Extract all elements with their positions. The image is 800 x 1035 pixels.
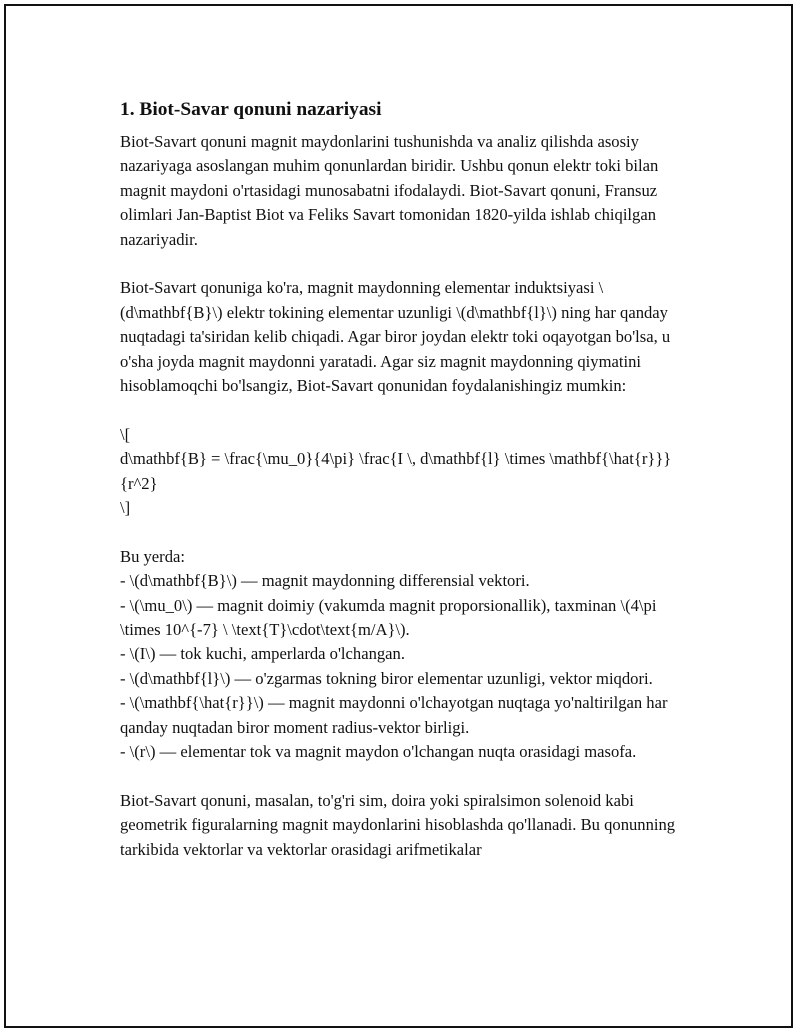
paragraph-intro: Biot-Savart qonuni magnit maydonlarini tushunishda va analiz qilishda asosiy nazariyaga asoslangan muhim qonunlardan biridir. Ushbu qonun elektr toki bilan magnit maydoni o'rtasidagi munosabatni ifodalaydi. Biot-Savart qonuni, Fransuz olimlari Jan-Baptist Biot va Feliks Savart tomonidan 1820-yilda ishlab chiqilgan nazariyadir. <box>120 132 663 249</box>
document-content <box>120 98 680 862</box>
paragraph-gap <box>120 252 680 276</box>
formula-block: \[ d\mathbf{B} = \frac{\mu_0}{4\pi} \frac{I \, d\mathbf{l} \times \mathbf{\hat{r}}}{r^2} \] <box>120 424 672 518</box>
paragraph-gap <box>120 520 680 544</box>
paragraph-applications: Biot-Savart qonuni, masalan, to'g'ri sim, doira yoki spiralsimon solenoid kabi geometrik figuralarning magnit maydonlarini hisoblashda qo'llanadi. Bu qonunning tarkibida vektorlar va vektorlar orasidagi arifmetikalar <box>120 790 680 859</box>
section-title: 1. Biot-Savar qonuni nazariyasi <box>120 99 382 120</box>
paragraph-gap <box>120 765 680 789</box>
paragraph-law-statement: Biot-Savart qonuniga ko'ra, magnit maydonning elementar induktsiyasi \(d\mathbf{B}\) elektr tokining elementar uzunligi \(d\mathbf{l}\) ning har qanday nuqtadagi ta'siridan kelib chiqadi. Agar biror joydan elektr toki oqayotgan bo'lsa, u o'sha joyda magnit maydonni yaratadi. Agar siz magnit maydonning qiymatini hisoblamoqchi bo'lsangiz, Biot-Savart qonunidan foydalanishingiz mumkin: <box>120 278 675 396</box>
document-page <box>4 4 793 1028</box>
paragraph-gap <box>120 398 680 422</box>
definitions-list: Bu yerda: - \(d\mathbf{B}\) — magnit maydonning differensial vektori. - \(\mu_0\) — magnit doimiy (vakumda magnit proporsionallik), taxminan \(4\pi \times 10^{-7} \ \text{T}\cdot\text{m/A}\). - \(I\) — tok kuchi, amperlarda o'lchangan. - \(d\mathbf{l}\) — o'zgarmas tokning biror elementar uzunligi, vektor miqdori. - \(\mathbf{\hat{r}}\) — magnit maydonni o'lchayotgan nuqtaga yo'naltirilgan har qanday nuqtadan biror moment radius-vektor birligi. - \(r\) — elementar tok va magnit maydon o'lchangan nuqta orasidagi masofa. <box>120 546 668 762</box>
